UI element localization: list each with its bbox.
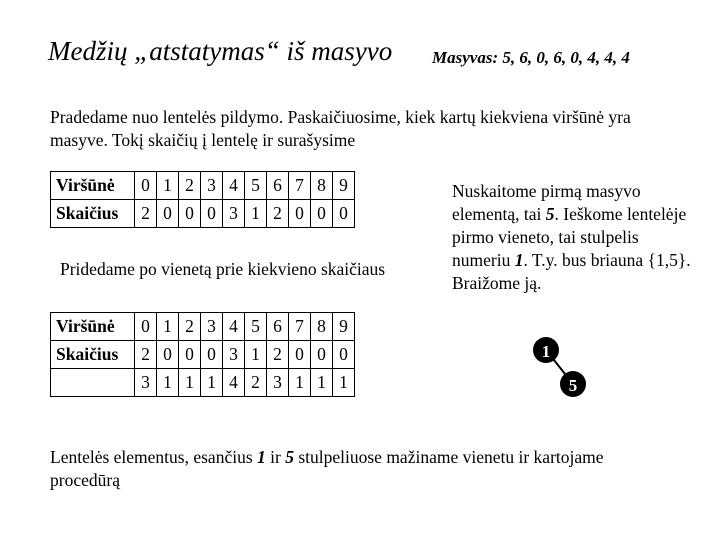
table-cell: 0 — [201, 341, 223, 369]
table-cell: 2 — [179, 172, 201, 200]
slide-title: Medžių „atstatymas“ iš masyvo — [48, 36, 393, 66]
middle-text: Pridedame po vienetą prie kiekvieno skaičiaus — [60, 259, 386, 279]
table-cell: 0 — [311, 341, 333, 369]
bottom-text-part: stulpeliuose mažiname vienetu ir kartojame procedūrą — [50, 447, 604, 490]
row-label-virsune: Viršūnė — [51, 172, 135, 200]
table-cell: 7 — [289, 313, 311, 341]
bottom-text-part: Lentelės elementus, esančius — [50, 447, 258, 467]
table-cell: 0 — [179, 200, 201, 228]
explanation-part: . Ieškome lentelėje pirmo vieneto, tai stulpelis numeriu — [452, 204, 687, 270]
table-cell: 2 — [135, 341, 157, 369]
table-cell: 9 — [333, 313, 355, 341]
table-cell: 8 — [311, 172, 333, 200]
table-cell: 0 — [289, 200, 311, 228]
bottom-text-part: ir — [265, 447, 286, 467]
explanation-part: Nuskaitome pirmą masyvo elementą, tai — [452, 181, 641, 224]
table-cell: 1 — [201, 369, 223, 397]
table-cell: 1 — [245, 341, 267, 369]
table-cell: 4 — [223, 172, 245, 200]
table-cell: 2 — [267, 200, 289, 228]
table-cell: 3 — [223, 200, 245, 228]
table-cell: 4 — [223, 369, 245, 397]
table-cell: 0 — [201, 200, 223, 228]
intro-text: Pradedame nuo lentelės pildymo. Paskaičiuosime, kiek kartų kiekviena viršūnė yra masyve. Tokį skaičių į lentelę ir surašysime — [50, 107, 631, 150]
table-cell: 1 — [157, 313, 179, 341]
explanation-part: . T.y. bus briauna {1,5}. Braižome ją. — [452, 250, 691, 293]
table-cell: 0 — [311, 200, 333, 228]
table-cell: 2 — [179, 313, 201, 341]
table-cell: 2 — [245, 369, 267, 397]
table-cell: 8 — [311, 313, 333, 341]
table-cell: 0 — [179, 341, 201, 369]
bottom-value-1: 1 — [257, 447, 266, 467]
table-cell: 9 — [333, 172, 355, 200]
table-cell: 1 — [289, 369, 311, 397]
graph-node-label: 5 — [568, 376, 578, 395]
table-cell: 3 — [201, 313, 223, 341]
table-cell: 0 — [135, 313, 157, 341]
table-cell: 1 — [179, 369, 201, 397]
table-cell: 3 — [135, 369, 157, 397]
table-cell: 5 — [245, 172, 267, 200]
bottom-value-5: 5 — [285, 447, 294, 467]
explanation-value: 5 — [545, 204, 555, 224]
table-cell: 7 — [289, 172, 311, 200]
table-cell: 5 — [245, 313, 267, 341]
table-cell: 3 — [201, 172, 223, 200]
graph-node-label: 1 — [541, 342, 551, 361]
row-label-skaicius: Skaičius — [51, 341, 135, 369]
table-cell: 2 — [135, 200, 157, 228]
table-cell: 0 — [333, 200, 355, 228]
table-cell: 6 — [267, 172, 289, 200]
table-cell: 4 — [223, 313, 245, 341]
table-cell: 2 — [267, 341, 289, 369]
table-cell: 0 — [157, 200, 179, 228]
table-cell: 3 — [267, 369, 289, 397]
table-cell: 1 — [245, 200, 267, 228]
table-cell: 3 — [223, 341, 245, 369]
table-cell: 0 — [289, 341, 311, 369]
array-label: Masyvas: 5, 6, 0, 6, 0, 4, 4, 4 — [432, 48, 630, 67]
row-label-skaicius: Skaičius — [51, 200, 135, 228]
table-cell: 1 — [311, 369, 333, 397]
table-cell: 1 — [157, 369, 179, 397]
table-cell: 1 — [157, 172, 179, 200]
table-cell: 1 — [333, 369, 355, 397]
row-label-virsune: Viršūnė — [51, 313, 135, 341]
table-cell: 6 — [267, 313, 289, 341]
bottom-text — [50, 446, 660, 492]
explanation-column: 1 — [514, 250, 524, 270]
table-cell: 0 — [135, 172, 157, 200]
table-cell: 0 — [157, 341, 179, 369]
table-cell: 0 — [333, 341, 355, 369]
